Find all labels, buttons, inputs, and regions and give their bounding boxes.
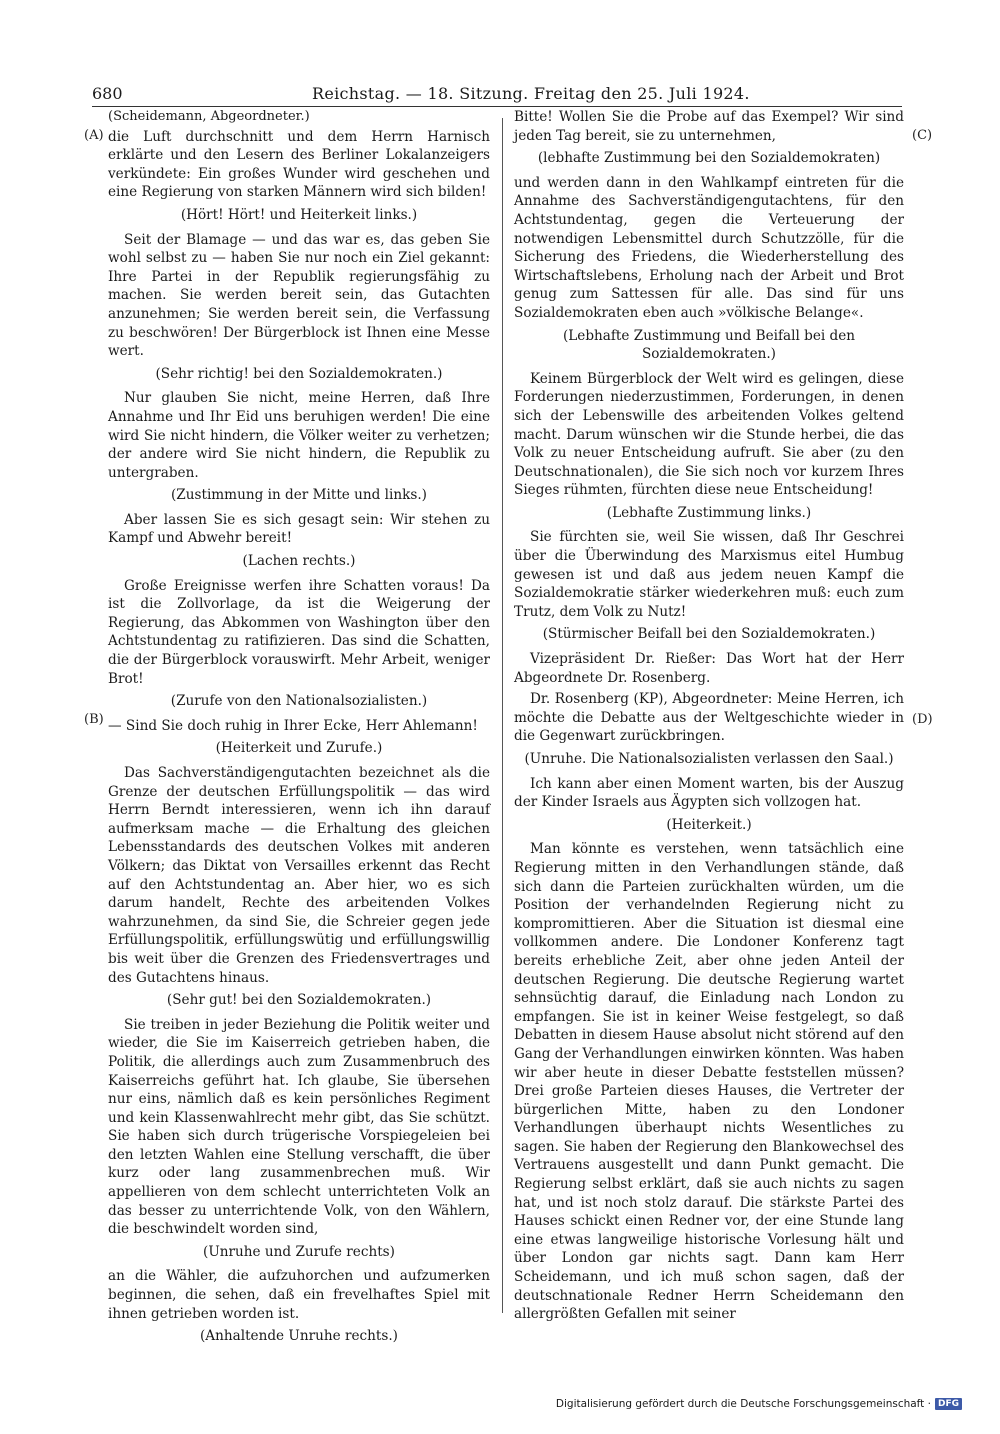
page-header [92,84,902,107]
speaker-note: (Scheidemann, Abgeordneter.) [108,109,310,124]
margin-mark-d: (D) [912,712,933,727]
speaker-turn: Dr. Rosenberg (KP), Abgeordneter: Meine Herren, ich möchte die Debatte aus der Weltgeschichte wieder in die Gegenwart zurückbringen. [514,691,904,745]
interjection: (Heiterkeit und Zurufe.) [215,740,383,757]
interjection: (Lachen rechts.) [242,553,356,570]
dfg-logo: DFG [935,1398,962,1410]
credit-text: Digitalisierung gefördert durch die Deutsche Forschungsgemeinschaft · [555,1398,931,1410]
interjection: (Heiterkeit.) [666,816,752,833]
interjection: (Unruhe und Zurufe rechts) [203,1243,395,1260]
interjection: (Lebhafte Zustimmung links.) [606,504,812,521]
paragraph: Man könnte es verstehen, wenn tatsächlich eine Regierung mitten in den Verhandlungen stände, daß sich dann die Parteien zurückhalten würden, um die Position der verhandelnden Regierung nicht zu kompromittieren. Aber die Situation ist diesmal eine vollkommen andere. Die Londoner Konferenz tagt bereits erhebliche Zeit, aber ohne jeden Anteil der deutschen Regierung. Die deutsche Regierung wartet sehnsüchtig darauf, die Einladung nach London zu empfangen. Sie ist in keiner Weise festgelegt, so daß Debatten in diesem Hause absolut nicht störend auf den Gang der Verhandlungen einwirken könnten. Was haben wir aber heute in dieser Debatte feststellen müssen? Drei große Parteien dieses Hauses, die Vertreter der bürgerlichen Mitte, haben zu den Londoner Verhandlungen überhaupt nichts Wesentliches zu sagen. Sie haben der Regierung den Blankowechsel des Vertrauens ausgestellt und dann Punkt gemacht. Die Regierung selbst erklärt, daß sie auch nichts zu sagen hat, und ist noch stolz darauf. Die stärkste Partei des Hauses schickt einen Redner vor, der eine Stunde lang eine etwas langweilige historische Vorlesung hält und über London gar nichts sagt. Dann kam Herr Scheidemann, und ich muß schon sagen, daß der deutschnationale Redner Herrn Scheidemann den allergrößten Gefallen mit seiner [514,841,904,1323]
speaker-turn: Vizepräsident Dr. Rießer: Das Wort hat der Herr Abgeordnete Dr. Rosenberg. [514,651,904,686]
running-title: Reichstag. — 18. Sitzung. Freitag den 25. Juli 1924. [312,84,750,103]
paragraph: an die Wähler, die aufzuhorchen und aufzumerken beginnen, die sehen, daß ein frevelhaftes Spiel mit ihnen getrieben worden ist. [108,1268,490,1322]
paragraph: Keinem Bürgerblock der Welt wird es gelingen, diese Forderungen niederzustimmen, Forderungen, in denen sich der Lebenswille des arbeitenden Volkes geltend macht. Darum wünschen wir die Stunde herbei, die das Volk zu neuer Entscheidung aufruft. Sie aber (zu den Deutschnationalen), die Sie sich noch vor kurzem Ihres Sieges rühmten, fürchten diese neue Entscheidung! [514,370,904,499]
margin-mark-b: (B) [84,712,104,727]
paragraph: Aber lassen Sie es sich gesagt sein: Wir stehen zu Kampf und Abwehr bereit! [108,511,490,547]
interjection: (Lebhafte Zustimmung und Beifall bei den Sozialdemokraten.) [562,327,856,363]
paragraph: Das Sachverständigengutachten bezeichnet als die Grenze der deutschen Erfüllungspolitik — das wird Herrn Berndt interessieren, wenn ich ihn darauf aufmerksam mache — die Erhaltung des gleichen Lebensstandards des deutschen Volkes mit anderen Völkern; das Diktat von Versailles erkennt das Recht auf den Achtstundentag an. Aber hier, wo es sich darum handelt, Rechte des arbeitenden Volkes wahrzunehmen, da sind Sie, die Schreier gegen jede Erfüllungspolitik, erfüllungswütig und erfüllungswillig bis weit über die Grenzen des Friedensvertrages und des Gutachtens hinaus. [108,765,490,986]
interjection: (Unruhe. Die Nationalsozialisten verlassen den Saal.) [524,751,894,767]
interjection: (lebhafte Zustimmung bei den Sozialdemokraten) [537,150,881,167]
paragraph: Seit der Blamage — und das war es, das geben Sie wohl selbst zu — haben Sie nur noch ein Ziel gekannt: Ihre Partei in der Republik regierungsfähig zu machen. Sie werden bereit sein, das Gutachten anzunehmen; Sie werden bereit sein, die Verfassung zu beschwören! Der Bürgerblock ist Ihnen eine Messe wert. [108,231,490,360]
paragraph: Sie treiben in jeder Beziehung die Politik weiter und wieder, die Sie im Kaiserreich getrieben haben, die Politik, die allerdings auch zum Zusammenbruch des Kaiserreichs geführt hat. Ich glaube, Sie übersehen nur eins, nämlich daß es kein persönliches Regiment und kein Klassenwahlrecht mehr gibt, das Sie schützt. Sie haben sich durch trügerische Vorspiegeleien bei den letzten Wahlen eine Stellung verschafft, die über kurz oder lang zusammenbrechen muß. Wir appellieren von dem schlecht unterrichteten Volk an das besser zu unterrichtende Volk, von den Wählern, die beschwindelt worden sind, [108,1016,490,1238]
paragraph: Bitte! Wollen Sie die Probe auf das Exempel? Wir sind jeden Tag bereit, sie zu unternehmen, [514,109,904,144]
interjection: (Anhaltende Unruhe rechts.) [200,1328,398,1345]
digitization-credit [555,1396,962,1412]
paragraph: und werden dann in den Wahlkampf eintreten für die Annahme des Sachverständigengutachtens, für den Achtstundentag, gegen die Verteuerung der notwendigen Lebensmittel durch Schutzzölle, für die Sicherung des Friedens, die Wiederherstellung des Wirtschaftslebens, Erholung nach der Arbeit und Brot genug zum Sattessen für alle. Das sind für uns Sozialdemokraten eben auch »völkische Belange«. [514,174,904,321]
page-number: 680 [92,84,123,103]
margin-mark-a: (A) [84,128,104,143]
column-divider [502,118,503,1313]
interjection: (Hört! Hört! und Heiterkeit links.) [180,206,418,223]
interjection: (Stürmischer Beifall bei den Sozialdemokraten.) [542,626,876,643]
paragraph: Sie fürchten sie, weil Sie wissen, daß Ihr Geschrei über die Überwindung des Marxismus eitel Humbug gewesen ist und daß aus jedem neuen Kampf die Sozialdemokratie stärker wiederkehren muß: euch zum Trutz, dem Volk zu Nutz! [514,529,904,620]
paragraph: Große Ereignisse werfen ihre Schatten voraus! Da ist die Zollvorlage, da ist die Weigerung der Regierung, das Abkommen von Washington über den Achtstundentag zu ratifizieren. Das sind die Schatten, die der Bürgerblock vorauswirft. Mehr Arbeit, weniger Brot! [108,577,490,687]
interjection: (Zustimmung in der Mitte und links.) [171,487,427,504]
paragraph: Nur glauben Sie nicht, meine Herren, daß Ihre Annahme und Ihr Eid uns beruhigen werden! Die eine wird Sie nicht hindern, die Völker weiter zu verhetzen; der andere wird Sie nicht hindern, die Republik zu untergraben. [108,390,490,481]
interjection: (Sehr gut! bei den Sozialdemokraten.) [166,992,432,1009]
left-column [108,108,490,1352]
paragraph: die Luft durchschnitt und dem Herrn Harnisch erklärte und den Lesern des Berliner Lokalanzeigers verkündete: Ein großes Wunder wird geschehen und eine Regierung von starken Männern wird sich bilden! [108,128,490,201]
interjection: (Sehr richtig! bei den Sozialdemokraten.) [155,365,443,382]
margin-mark-c: (C) [912,128,933,143]
interjection: (Zurufe von den Nationalsozialisten.) [170,693,428,710]
right-column [514,108,904,1327]
paragraph: — Sind Sie doch ruhig in Ihrer Ecke, Herr Ahlemann! [108,717,478,734]
paragraph: Ich kann aber einen Moment warten, bis der Auszug der Kinder Israels aus Ägypten sich vollzogen hat. [514,775,904,811]
